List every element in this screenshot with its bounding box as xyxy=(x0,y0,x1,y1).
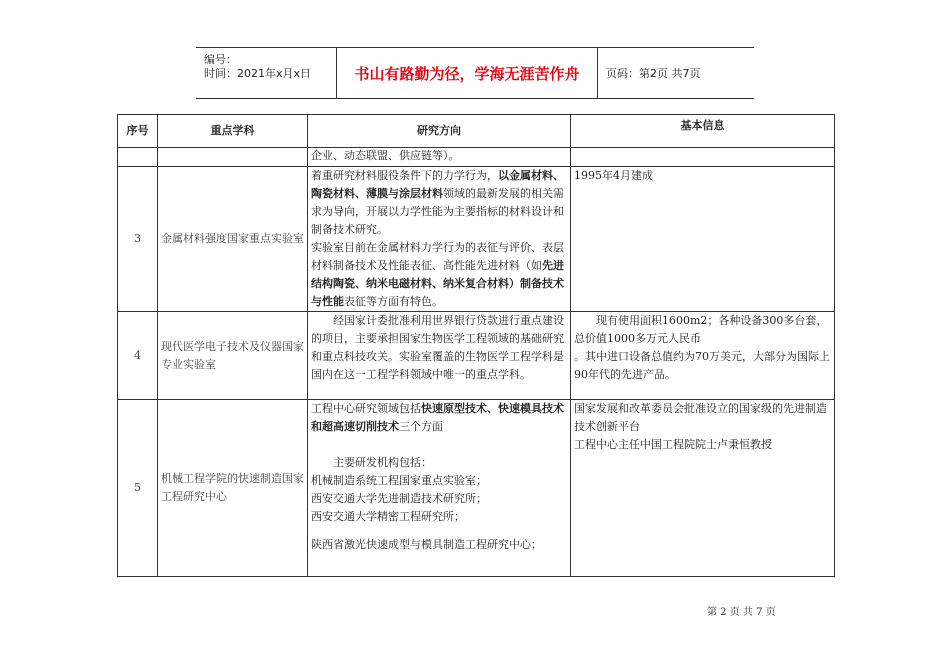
row-number: 4 xyxy=(118,312,158,400)
row-direction xyxy=(308,167,571,312)
direction-text: 主要研发机构包括： xyxy=(333,456,432,469)
direction-bold: 先进结构陶瓷、纳米电磁材料、纳米复合材料）制备技术与性能 xyxy=(311,259,564,308)
info-text: 国家发展和改革委员会批准设立的国家级的先进制造技术创新平台 xyxy=(574,402,827,433)
direction-text: 西安交通大学先进制造技术研究所； xyxy=(311,492,487,505)
row-number: 5 xyxy=(118,400,158,577)
col-header-subject: 重点学科 xyxy=(158,115,308,148)
continued-text: 企业、动态联盟、供应链等）。 xyxy=(308,148,571,167)
page-header xyxy=(196,47,754,99)
direction-text: 表征等方面有特色。 xyxy=(344,295,443,308)
row-info xyxy=(571,400,835,577)
row-info xyxy=(571,312,835,400)
direction-bold: 以金属材料、陶瓷材料、薄膜与涂层材料 xyxy=(311,169,564,200)
col-header-direction: 研究方向 xyxy=(308,115,571,148)
direction-text: 机械制造系统工程国家重点实验室； xyxy=(311,474,487,487)
page-footer: 第 2 页 共 7 页 xyxy=(707,607,776,618)
direction-text: 着重研究材料服役条件下的力学行为， xyxy=(311,169,498,182)
direction-text: 三个方面 xyxy=(399,420,443,433)
number-label: 编号： xyxy=(204,53,237,66)
row-subject: 金属材料强度国家重点实验室 xyxy=(158,167,308,312)
direction-text: 陕西省激光快速成型与模具制造工程研究中心； xyxy=(311,538,542,551)
table-row xyxy=(118,312,835,400)
row-subject: 机械工程学院的快速制造国家工程研究中心 xyxy=(158,400,308,577)
col-header-info: 基本信息 xyxy=(571,115,835,148)
table-row xyxy=(118,148,835,167)
empty-cell xyxy=(118,148,158,167)
direction-text: 领域的最新发展的相关需求为导向，开展以力学性能为主要指标的材料设计和制备技术研究。 xyxy=(311,187,564,236)
header-page-label: 页码：第2页 共7页 xyxy=(606,67,701,80)
row-info: 1995年4月建成 xyxy=(571,167,835,312)
time-label: 时间：2021年x月x日 xyxy=(204,67,312,80)
empty-cell xyxy=(571,148,835,167)
empty-cell xyxy=(158,148,308,167)
row-direction: 经国家计委批准利用世界银行贷款进行重点建设的项目，主要承担国家生物医学工程领域的基础研究和重点科技攻关。实验室覆盖的生物医学工程学科是国内在这一工程学科领域中唯一的重点学科。 xyxy=(308,312,571,400)
table-row xyxy=(118,167,835,312)
row-direction xyxy=(308,400,571,577)
row-number: 3 xyxy=(118,167,158,312)
discipline-table xyxy=(117,114,835,577)
info-text: 工程中心主任中国工程院院士卢秉恒教授 xyxy=(574,438,772,451)
info-text: 现有使用面积1600m2；各种设备300多台套，总价值1000多万元人民币 xyxy=(574,314,828,345)
table-header-row xyxy=(118,115,835,148)
direction-text: 实验室目前在金属材料力学行为的表征与评价、表层材料制备技术及性能表征、高性能先进材料（如 xyxy=(311,241,564,272)
header-motto: 书山有路勤为径，学海无涯苦作舟 xyxy=(336,48,598,98)
table-row xyxy=(118,400,835,577)
info-text: 。其中进口设备总值约为70万美元，大部分为国际上90年代的先进产品。 xyxy=(574,350,830,381)
row-subject: 现代医学电子技术及仪器国家专业实验室 xyxy=(158,312,308,400)
direction-text: 工程中心研究领域包括 xyxy=(311,402,421,415)
col-header-no: 序号 xyxy=(118,115,158,148)
header-meta xyxy=(196,48,336,98)
direction-text: 西安交通大学精密工程研究所； xyxy=(311,510,465,523)
direction-bold: 快速原型技术、快速模具技术和超高速切削技术 xyxy=(311,402,564,433)
